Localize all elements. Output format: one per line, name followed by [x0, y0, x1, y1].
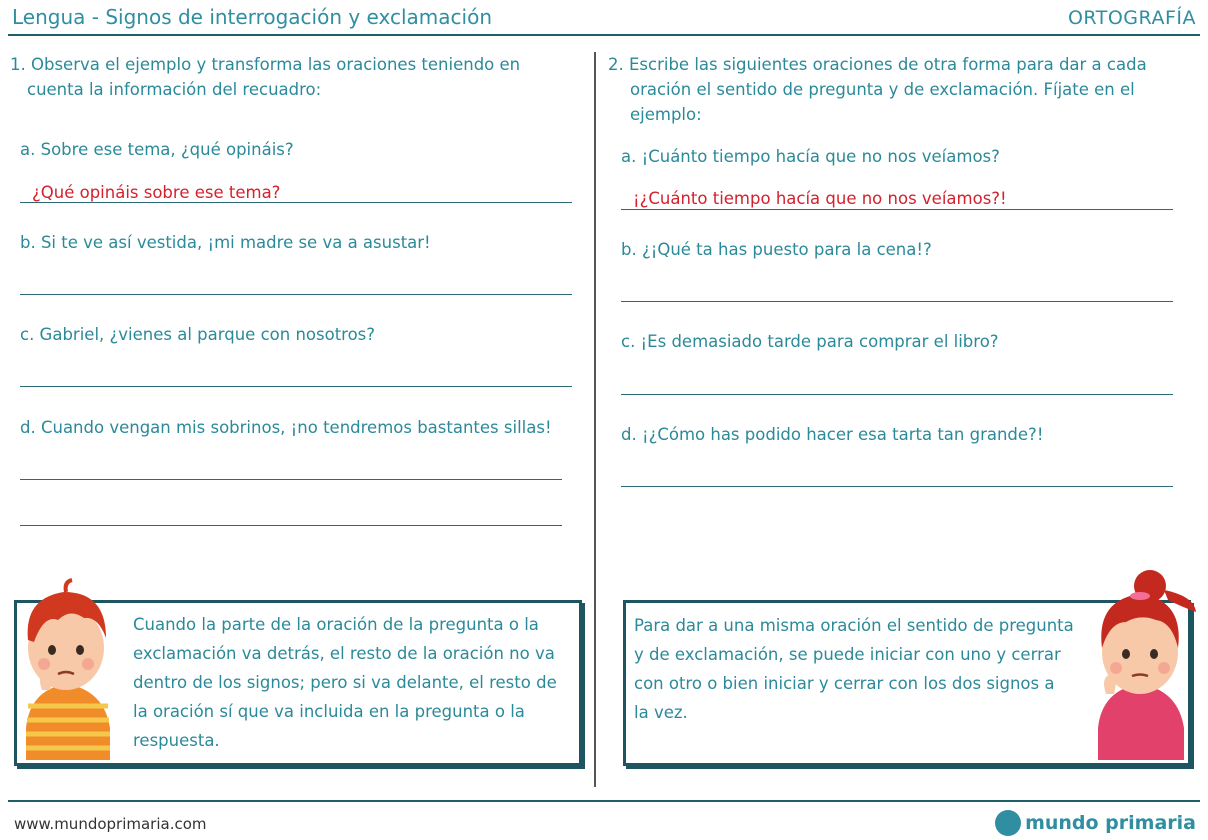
info-box-right-text [634, 611, 1074, 727]
exercise2-item-d: d. ¡¿Cómo has podido hacer esa tarta tan grande?! [621, 425, 1044, 444]
answer-line-1d-1[interactable] [20, 479, 562, 480]
exercise1-item-d: d. Cuando vengan mis sobrinos, ¡no tendremos bastantes sillas! [20, 418, 552, 437]
info-right-line1: Para dar a una misma oración el sentido de pregunta [634, 616, 1074, 635]
exercise1-instruction-line2: cuenta la información del recuadro: [27, 80, 322, 99]
exercise2-instruction-line3: ejemplo: [630, 105, 702, 124]
exercise2-answer-a: ¡¿Cuánto tiempo hacía que no nos veíamos?! [633, 189, 1007, 208]
exercise1-item-a: a. Sobre ese tema, ¿qué opináis? [20, 140, 294, 159]
exercise1-item-b: b. Si te ve así vestida, ¡mi madre se va a asustar! [20, 233, 431, 252]
info-left-line1: Cuando la parte de la oración de la pregunta o la [133, 615, 539, 634]
exercise1-instruction-line1: 1. Observa el ejemplo y transforma las oraciones teniendo en [10, 55, 521, 74]
info-right-line4: la vez. [634, 703, 688, 722]
info-box-left-text [133, 610, 557, 755]
info-left-line4: la oración sí que va incluida en la pregunta o la [133, 702, 525, 721]
page-title: Lengua - Signos de interrogación y exclamación [12, 5, 493, 29]
answer-line-2b[interactable] [621, 301, 1173, 302]
footer-url[interactable]: www.mundoprimaria.com [14, 815, 207, 833]
answer-line-2c[interactable] [621, 394, 1173, 395]
exercise2-item-c: c. ¡Es demasiado tarde para comprar el libro? [621, 332, 999, 351]
logo-text: mundo primaria [1025, 812, 1196, 834]
exercise2-item-a: a. ¡Cuánto tiempo hacía que no nos veíamos? [621, 147, 1000, 166]
footer-rule [8, 800, 1200, 802]
answer-line-1d-2[interactable] [20, 525, 562, 526]
answer-line-2d[interactable] [621, 486, 1173, 487]
footer-logo[interactable] [995, 810, 1196, 836]
exercise2-instruction-line1: 2. Escribe las siguientes oraciones de otra forma para dar a cada [608, 55, 1147, 74]
answer-line-2a[interactable] [621, 209, 1173, 210]
info-left-line2: exclamación va detrás, el resto de la oración no va [133, 644, 555, 663]
exercise2-item-b: b. ¿¡Qué ta has puesto para la cena!? [621, 240, 932, 259]
info-right-line2: y de exclamación, se puede iniciar con uno y cerrar [634, 645, 1061, 664]
column-divider [594, 52, 596, 787]
answer-line-1c[interactable] [20, 386, 572, 387]
girl-thinking-illustration [1084, 566, 1200, 762]
info-right-line3: con otro o bien iniciar y cerrar con los dos signos a [634, 674, 1055, 693]
header-rule [8, 34, 1200, 36]
exercise2-instruction-line2: oración el sentido de pregunta y de exclamación. Fíjate en el [630, 80, 1135, 99]
category-label: ORTOGRAFÍA [1067, 7, 1196, 29]
info-left-line3: dentro de los signos; pero si va delante, el resto de [133, 673, 557, 692]
info-left-line5: respuesta. [133, 731, 220, 750]
boy-thinking-illustration [14, 578, 118, 762]
answer-line-1b[interactable] [20, 294, 572, 295]
globe-icon [995, 810, 1021, 836]
answer-line-1a[interactable] [20, 202, 572, 203]
exercise1-item-c: c. Gabriel, ¿vienes al parque con nosotros? [20, 325, 376, 344]
exercise1-answer-a: ¿Qué opináis sobre ese tema? [32, 183, 281, 202]
